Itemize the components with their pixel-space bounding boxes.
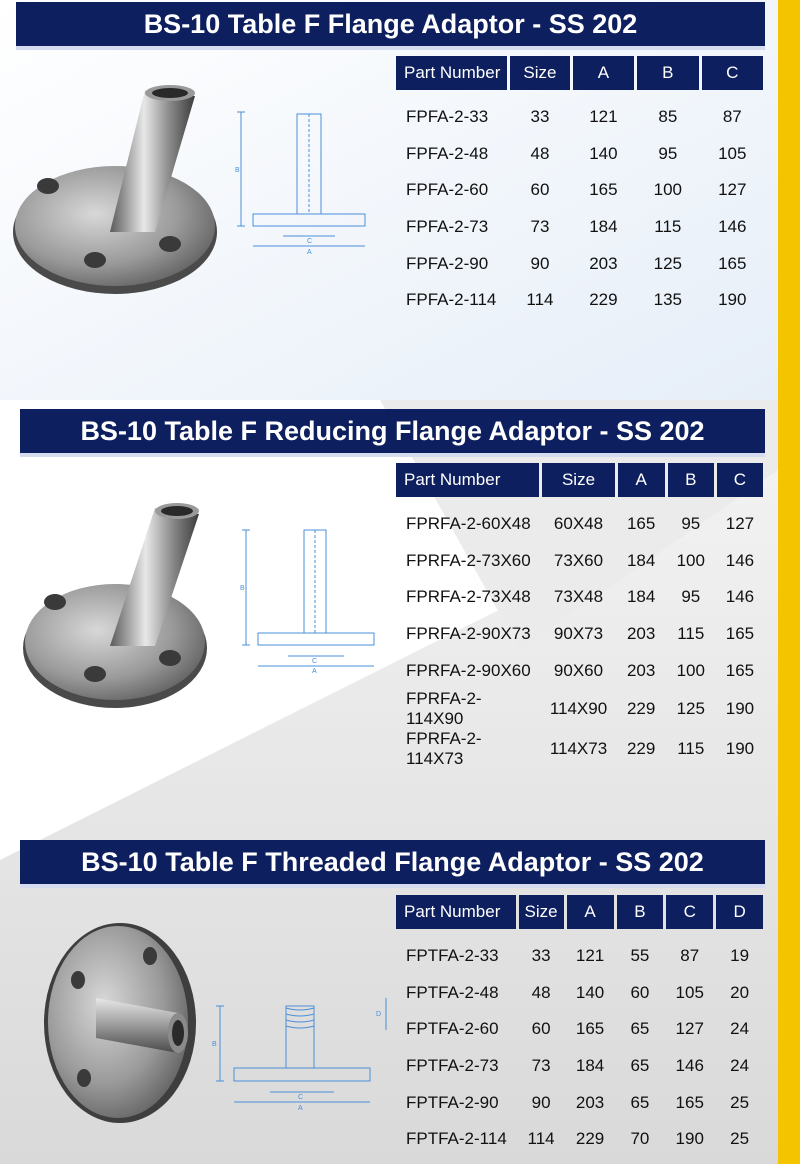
cell-part-number: FPFA-2-48	[406, 143, 489, 163]
cell-a: 184	[589, 217, 618, 237]
section-title-flange-adaptor: BS-10 Table F Flange Adaptor - SS 202	[16, 2, 765, 50]
cell-size: 90X73	[553, 624, 604, 644]
cell-size: 73	[531, 1056, 551, 1076]
column-header-a: A	[618, 463, 665, 497]
cell-part-number: FPRFA-2-90X60	[406, 660, 531, 680]
flange-adaptor-table	[393, 56, 766, 319]
cell-size: 73X48	[553, 587, 604, 607]
cell-c: 105	[718, 143, 747, 163]
cell-size: 114X73	[549, 738, 608, 758]
cell-c: 127	[725, 514, 755, 534]
table-row	[396, 245, 763, 282]
drawing-label-a: A	[298, 1105, 303, 1112]
cell-part-number: FPTFA-2-48	[406, 982, 499, 1002]
cell-part-number: FPTFA-2-33	[406, 946, 499, 966]
cell-d: 19	[730, 946, 750, 966]
table-row	[396, 938, 763, 975]
cell-part-number: FPRFA-2-73X48	[406, 587, 531, 607]
column-header-part-number: Part Number	[396, 56, 507, 90]
cell-b: 125	[676, 698, 705, 718]
cell-c: 190	[718, 290, 747, 310]
cell-b: 100	[676, 550, 705, 570]
table-row	[396, 689, 763, 729]
table-row	[396, 172, 763, 209]
column-header-size: Size	[542, 463, 614, 497]
cell-c: 146	[675, 1056, 704, 1076]
cell-d: 24	[730, 1056, 750, 1076]
cell-c: 127	[675, 1019, 704, 1039]
table-header-row	[396, 56, 763, 90]
table-row	[396, 579, 763, 616]
cell-b: 95	[681, 587, 701, 607]
cell-b: 55	[630, 946, 650, 966]
cell-c: 165	[725, 624, 755, 644]
reducing-flange-adaptor-photo	[15, 498, 220, 718]
accent-bar	[778, 0, 800, 1164]
cell-b: 85	[658, 107, 678, 127]
cell-a: 140	[589, 143, 618, 163]
drawing-label-height: B	[240, 585, 245, 592]
cell-c: 105	[675, 982, 704, 1002]
cell-part-number: FPFA-2-90	[406, 253, 489, 273]
cell-size: 60	[531, 1019, 551, 1039]
table-header-row	[396, 895, 763, 929]
cell-c: 165	[675, 1092, 704, 1112]
cell-b: 60	[630, 982, 650, 1002]
cell-a: 165	[626, 514, 656, 534]
flange-adaptor-drawing	[235, 108, 385, 258]
column-header-a: A	[567, 895, 614, 929]
flange-adaptor-photo	[10, 82, 225, 302]
reducing-flange-adaptor-table	[393, 463, 766, 769]
cell-b: 115	[677, 624, 705, 644]
cell-c: 146	[725, 587, 755, 607]
cell-a: 184	[575, 1056, 605, 1076]
cell-part-number: FPRFA-2-73X60	[406, 550, 531, 570]
table-row	[396, 1011, 763, 1048]
table-row	[396, 729, 763, 769]
cell-size: 48	[530, 143, 550, 163]
table-row	[396, 282, 763, 319]
cell-size: 90X60	[553, 660, 604, 680]
column-header-c: C	[717, 463, 763, 497]
cell-size: 33	[530, 107, 550, 127]
cell-part-number: FPRFA-2-60X48	[406, 514, 531, 534]
cell-d: 25	[730, 1092, 750, 1112]
cell-b: 70	[630, 1129, 650, 1149]
table-row	[396, 975, 763, 1012]
reducing-flange-adaptor-drawing	[240, 526, 390, 676]
cell-c: 190	[725, 738, 755, 758]
cell-a: 121	[589, 107, 618, 127]
cell-size: 114X90	[549, 698, 608, 718]
cell-size: 48	[531, 982, 551, 1002]
table-row	[396, 616, 763, 653]
table-row	[396, 1084, 763, 1121]
cell-c: 87	[722, 107, 742, 127]
cell-c: 146	[718, 217, 747, 237]
cell-c: 127	[718, 180, 747, 200]
drawing-label-a: A	[312, 668, 317, 675]
cell-a: 203	[626, 660, 656, 680]
cell-a: 203	[626, 624, 656, 644]
drawing-label-c: C	[298, 1094, 304, 1101]
cell-part-number: FPFA-2-33	[406, 107, 489, 127]
cell-a: 140	[575, 982, 605, 1002]
table-row	[396, 506, 763, 543]
cell-size: 60	[530, 180, 550, 200]
cell-a: 165	[575, 1019, 605, 1039]
cell-part-number: FPFA-2-114	[406, 290, 497, 310]
cell-part-number: FPFA-2-60	[406, 180, 489, 200]
cell-b: 125	[653, 253, 683, 273]
cell-b: 65	[630, 1019, 650, 1039]
cell-size: 73	[530, 217, 550, 237]
column-header-d: D	[716, 895, 763, 929]
column-header-c: C	[666, 895, 713, 929]
cell-size: 114	[527, 1129, 555, 1149]
cell-a: 165	[589, 180, 618, 200]
section-title-reducing-flange-adaptor: BS-10 Table F Reducing Flange Adaptor - SS 202	[20, 409, 765, 457]
cell-c: 165	[718, 253, 747, 273]
column-header-size: Size	[519, 895, 564, 929]
cell-size: 33	[531, 946, 551, 966]
cell-size: 90	[530, 253, 550, 273]
column-header-part-number: Part Number	[396, 463, 539, 497]
cell-part-number: FPTFA-2-114	[406, 1129, 507, 1149]
cell-b: 65	[630, 1056, 650, 1076]
threaded-flange-adaptor-drawing	[210, 996, 390, 1116]
cell-size: 60X48	[553, 514, 604, 534]
cell-d: 25	[730, 1129, 750, 1149]
column-header-c: C	[702, 56, 763, 90]
cell-size: 90	[531, 1092, 551, 1112]
cell-size: 114	[526, 290, 554, 310]
cell-a: 121	[575, 946, 605, 966]
table-row	[396, 209, 763, 246]
table-row	[396, 1121, 763, 1158]
drawing-label-height: B	[212, 1041, 217, 1048]
cell-b: 115	[654, 217, 682, 237]
column-header-size: Size	[510, 56, 570, 90]
cell-part-number: FPRFA-2-114X73	[406, 728, 482, 768]
cell-a: 203	[575, 1092, 605, 1112]
column-header-part-number: Part Number	[396, 895, 516, 929]
cell-a: 229	[589, 290, 618, 310]
cell-c: 190	[725, 698, 755, 718]
column-header-a: A	[573, 56, 634, 90]
cell-part-number: FPTFA-2-60	[406, 1019, 499, 1039]
column-header-b: B	[617, 895, 664, 929]
cell-b: 100	[653, 180, 683, 200]
threaded-flange-adaptor-photo	[38, 918, 198, 1128]
cell-d: 20	[730, 982, 750, 1002]
table-row	[396, 99, 763, 136]
cell-size: 73X60	[553, 550, 604, 570]
cell-part-number: FPTFA-2-73	[406, 1056, 499, 1076]
cell-b: 100	[676, 660, 705, 680]
drawing-label-c: C	[307, 238, 313, 245]
drawing-label-c: C	[312, 658, 318, 665]
drawing-label-d: D	[376, 1011, 382, 1018]
table-header-row	[396, 463, 763, 497]
cell-c: 87	[680, 946, 700, 966]
cell-b: 95	[681, 514, 701, 534]
cell-part-number: FPRFA-2-90X73	[406, 624, 531, 644]
cell-part-number: FPFA-2-73	[406, 217, 489, 237]
cell-a: 229	[626, 738, 656, 758]
table-row	[396, 136, 763, 173]
cell-a: 184	[626, 550, 656, 570]
cell-b: 115	[677, 738, 705, 758]
table-row	[396, 543, 763, 580]
cell-b: 135	[653, 290, 683, 310]
table-row	[396, 652, 763, 689]
drawing-label-a: A	[307, 249, 312, 256]
column-header-b: B	[668, 463, 714, 497]
cell-c: 165	[725, 660, 755, 680]
cell-a: 203	[589, 253, 618, 273]
section-title-threaded-flange-adaptor: BS-10 Table F Threaded Flange Adaptor - SS 202	[20, 840, 765, 888]
cell-d: 24	[730, 1019, 750, 1039]
cell-part-number: FPRFA-2-114X90	[406, 688, 482, 728]
threaded-flange-adaptor-table	[393, 895, 766, 1158]
cell-a: 229	[626, 698, 656, 718]
cell-c: 190	[675, 1129, 704, 1149]
cell-a: 229	[575, 1129, 605, 1149]
drawing-label-height: B	[235, 167, 240, 174]
cell-part-number: FPTFA-2-90	[406, 1092, 499, 1112]
table-row	[396, 1048, 763, 1085]
cell-c: 146	[725, 550, 755, 570]
column-header-b: B	[637, 56, 698, 90]
cell-b: 95	[658, 143, 678, 163]
cell-b: 65	[630, 1092, 650, 1112]
cell-a: 184	[626, 587, 656, 607]
